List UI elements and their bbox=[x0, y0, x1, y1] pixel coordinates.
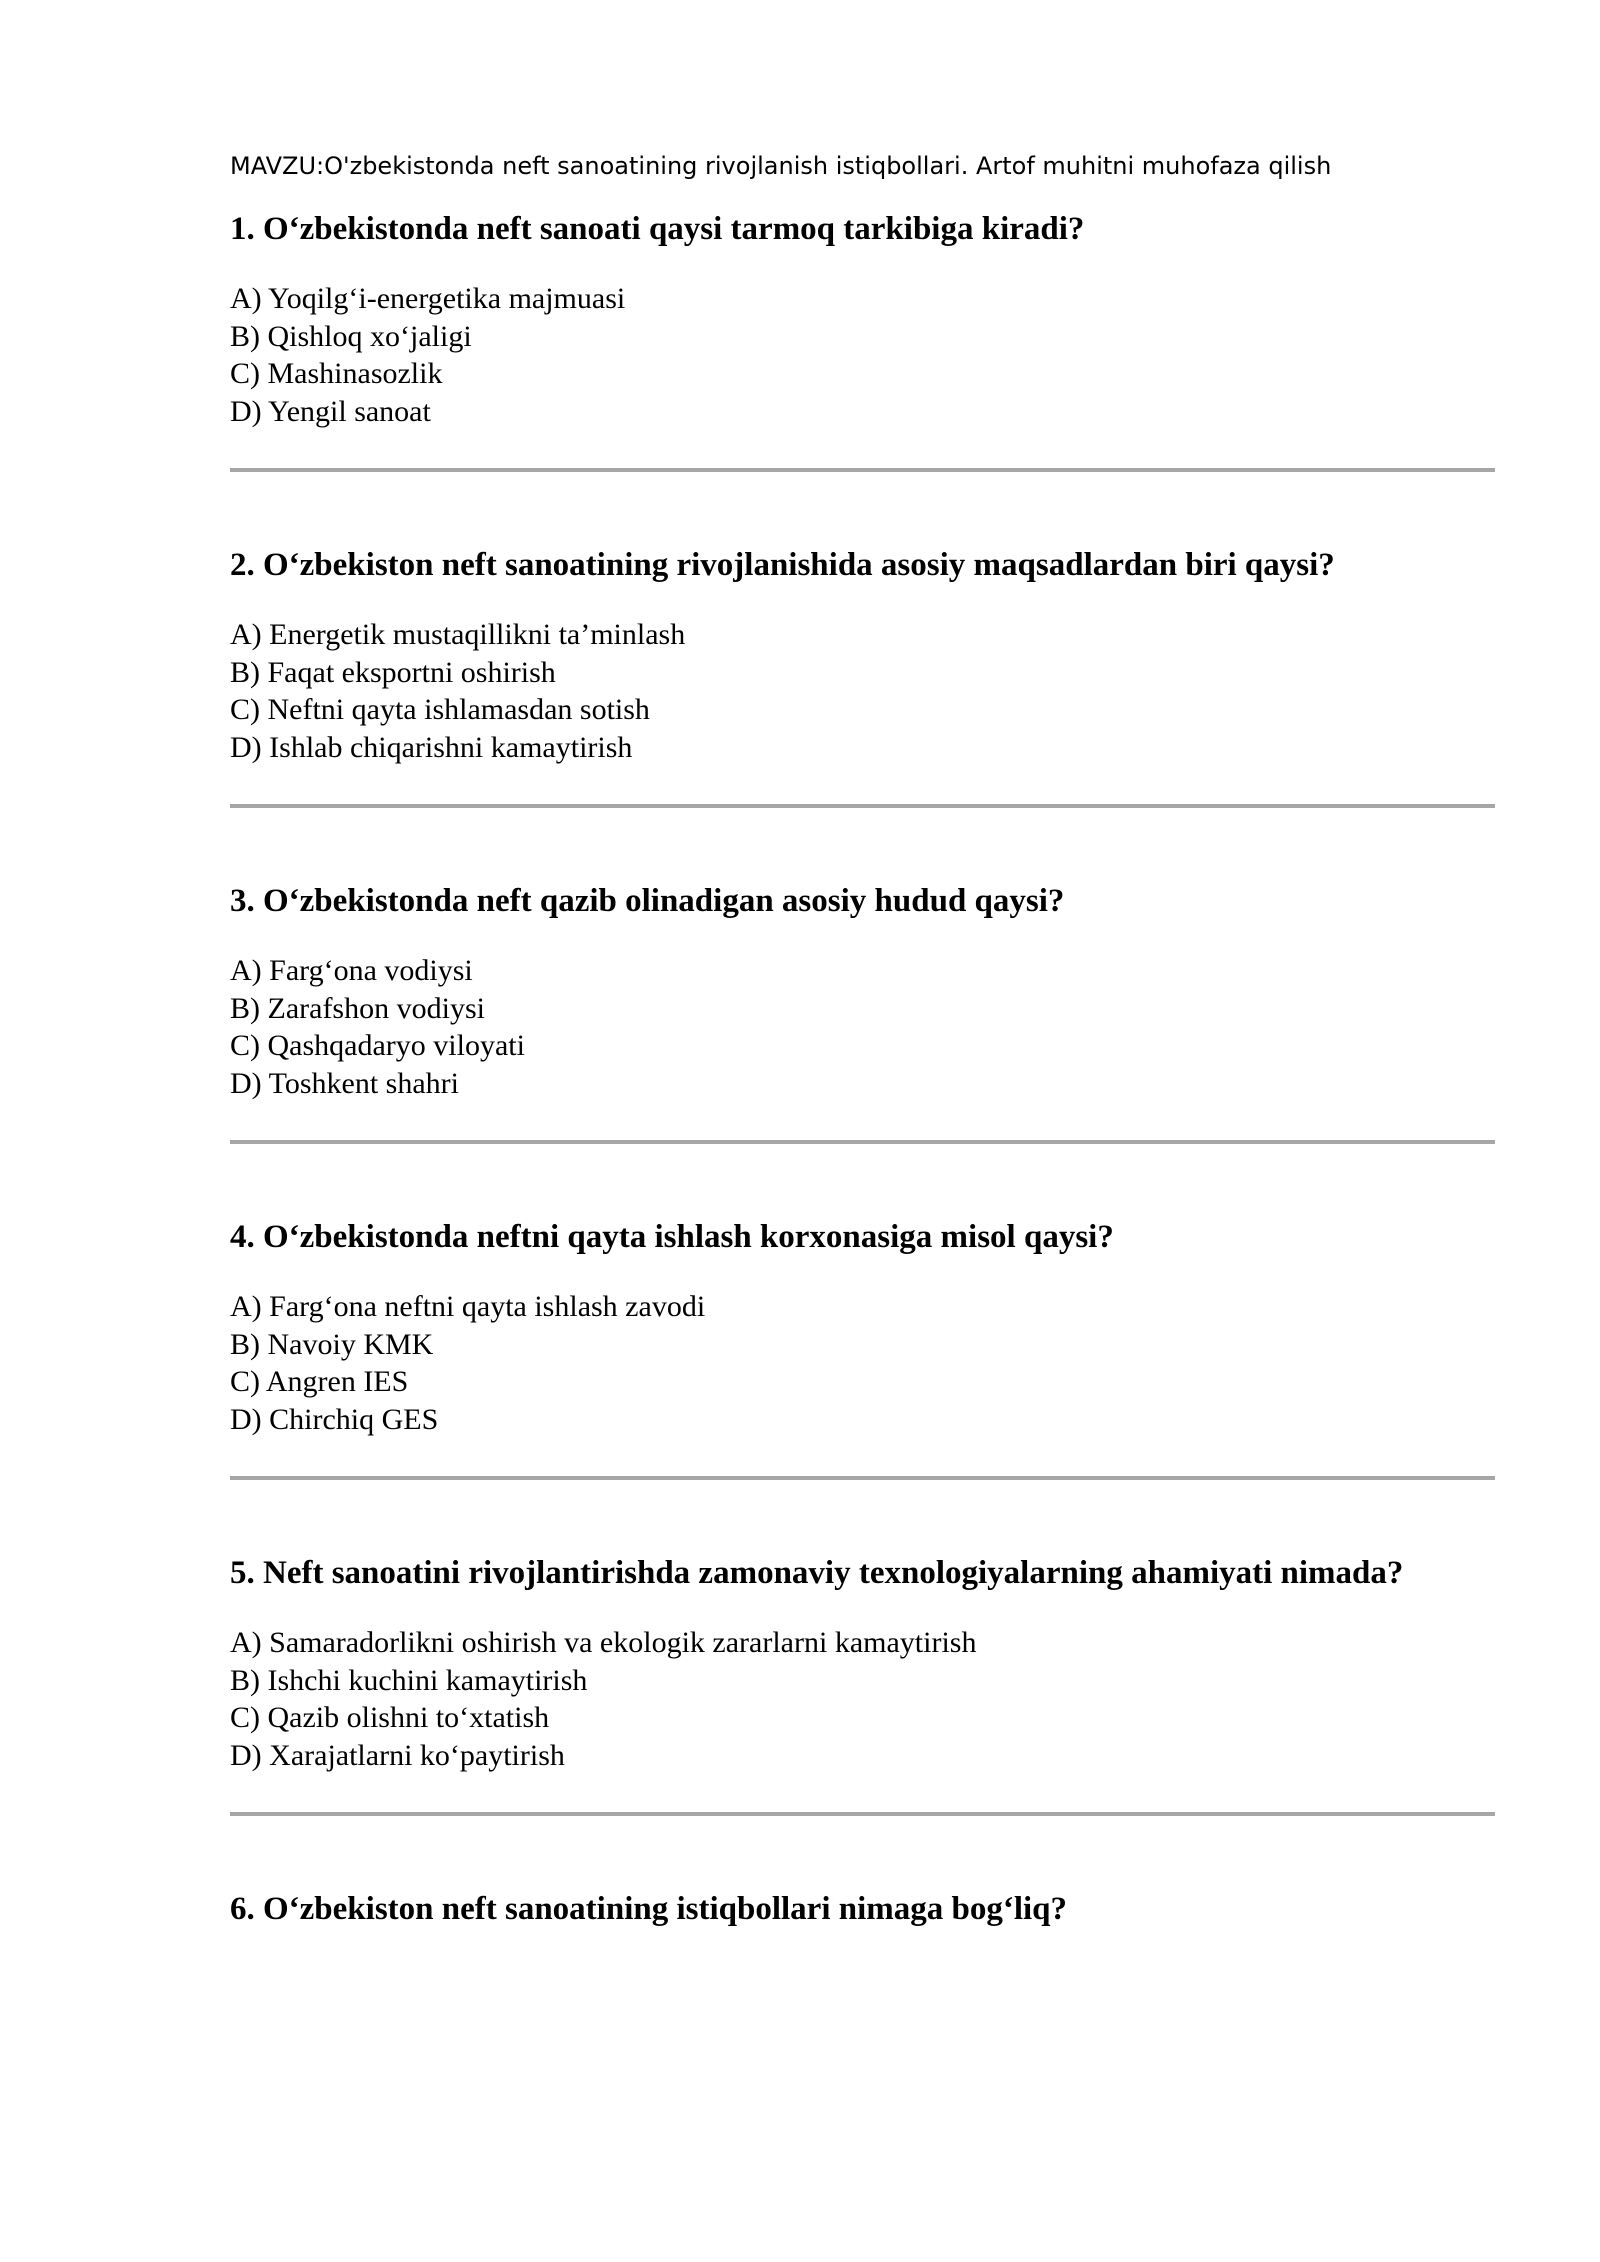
answer-option-a: A) Farg‘ona neftni qayta ishlash zavodi bbox=[230, 1290, 706, 1323]
question-block-2 bbox=[230, 546, 1495, 808]
answer-option-a: A) Samaradorlikni oshirish va ekologik zararlarni kamaytirish bbox=[230, 1626, 977, 1659]
question-text: 2. O‘zbekiston neft sanoatining rivojlanishida asosiy maqsadlardan biri qaysi? bbox=[230, 547, 1335, 583]
answer-option-c: C) Neftni qayta ishlamasdan sotish bbox=[230, 693, 650, 726]
answer-option-d: D) Yengil sanoat bbox=[230, 394, 431, 428]
answer-options bbox=[230, 1288, 1495, 1438]
question-text: 6. O‘zbekiston neft sanoatining istiqbollari nimaga bog‘liq? bbox=[230, 1891, 1068, 1927]
question-text: 3. O‘zbekistonda neft qazib olinadigan asosiy hudud qaysi? bbox=[230, 883, 1065, 919]
answer-option-d: D) Xarajatlarni ko‘paytirish bbox=[230, 1738, 565, 1772]
question-divider bbox=[230, 1812, 1495, 1816]
question-divider bbox=[230, 468, 1495, 472]
question-block-5 bbox=[230, 1554, 1495, 1816]
answer-option-b: B) Faqat eksportni oshirish bbox=[230, 655, 556, 689]
answer-option-b: B) Qishloq xo‘jaligi bbox=[230, 319, 472, 353]
answer-options bbox=[230, 952, 1495, 1102]
question-text: 5. Neft sanoatini rivojlantirishda zamonaviy texnologiyalarning ahamiyati nimada? bbox=[230, 1555, 1404, 1591]
question-divider bbox=[230, 804, 1495, 808]
answer-option-b: B) Ishchi kuchini kamaytirish bbox=[230, 1663, 588, 1697]
answer-option-c: C) Mashinasozlik bbox=[230, 357, 443, 390]
question-block-1 bbox=[230, 210, 1495, 472]
topic-heading: MAVZU:O'zbekistonda neft sanoatining rivojlanish istiqbollari. Artof muhitni muhofaza qilish bbox=[230, 152, 1332, 180]
answer-option-c: C) Qashqadaryo viloyati bbox=[230, 1029, 525, 1062]
answer-option-b: B) Zarafshon vodiysi bbox=[230, 991, 485, 1025]
answer-options bbox=[230, 616, 1495, 766]
answer-option-a: A) Energetik mustaqillikni ta’minlash bbox=[230, 618, 686, 651]
document-page bbox=[230, 150, 1495, 1960]
question-divider bbox=[230, 1140, 1495, 1144]
answer-option-d: D) Chirchiq GES bbox=[230, 1402, 439, 1436]
question-divider bbox=[230, 1476, 1495, 1480]
question-block-4 bbox=[230, 1218, 1495, 1480]
answer-options bbox=[230, 280, 1495, 430]
answer-option-b: B) Navoiy KMK bbox=[230, 1327, 434, 1361]
answer-option-d: D) Toshkent shahri bbox=[230, 1066, 459, 1100]
question-text: 1. O‘zbekistonda neft sanoati qaysi tarmoq tarkibiga kiradi? bbox=[230, 211, 1085, 247]
answer-option-a: A) Yoqilg‘i-energetika majmuasi bbox=[230, 282, 626, 315]
question-block-3 bbox=[230, 882, 1495, 1144]
answer-option-d: D) Ishlab chiqarishni kamaytirish bbox=[230, 730, 633, 764]
question-text: 4. O‘zbekistonda neftni qayta ishlash korxonasiga misol qaysi? bbox=[230, 1219, 1114, 1255]
answer-option-a: A) Farg‘ona vodiysi bbox=[230, 954, 473, 987]
question-block-6 bbox=[230, 1890, 1495, 1928]
answer-options bbox=[230, 1624, 1495, 1774]
answer-option-c: C) Angren IES bbox=[230, 1365, 409, 1398]
answer-option-c: C) Qazib olishni to‘xtatish bbox=[230, 1701, 550, 1734]
